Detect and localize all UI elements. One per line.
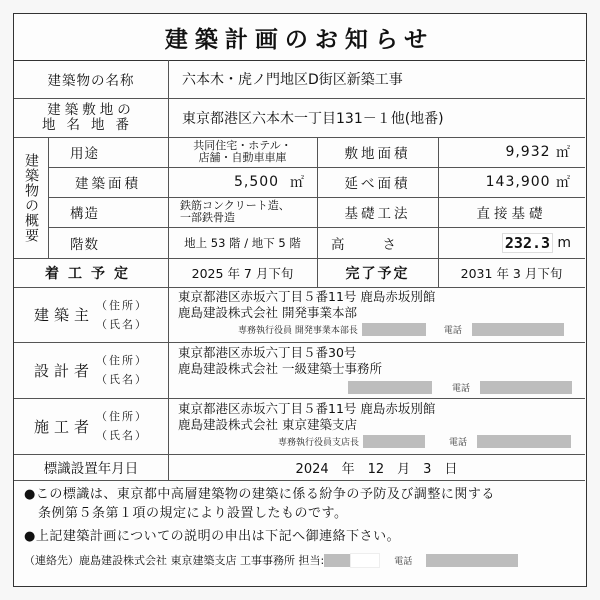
building-area-unit: ㎡ xyxy=(290,175,305,191)
redacted-contact-blank xyxy=(350,553,380,568)
contractor-address: 東京都港区赤坂六丁目５番11号 鹿島赤坂別館 xyxy=(178,401,436,416)
structure-value-line2: 一部鉄骨造 xyxy=(180,211,235,224)
owner-name: 鹿島建設株式会社 開発事業本部 xyxy=(178,305,357,320)
redacted-phone xyxy=(472,323,564,336)
owner-label xyxy=(14,287,168,342)
sign-date-label: 標識設置年月日 xyxy=(43,461,139,477)
name-sublabel: （氏名） xyxy=(96,317,148,331)
notice-title: 建築計画のお知らせ xyxy=(164,26,435,53)
start-date-value: 2025 年 7 月下旬 xyxy=(191,265,294,281)
building-area-value xyxy=(168,167,317,197)
contact-info: （連絡先）鹿島建設株式会社 東京建築支店 工事事務所 担当: xyxy=(24,554,325,567)
building-area-number: 5,500 xyxy=(234,174,280,190)
usage-label xyxy=(48,137,168,167)
usage-value-line1: 共同住宅・ホテル・ xyxy=(193,139,292,152)
redacted-phone xyxy=(480,381,572,394)
total-floor-area-value xyxy=(438,167,585,197)
height-label: 高さ xyxy=(331,236,434,253)
total-floor-area-unit: ㎡ xyxy=(556,175,571,191)
floors-label-text: 階数 xyxy=(70,236,99,253)
redacted-contact-name xyxy=(324,554,350,567)
address-sublabel: （住所） xyxy=(96,354,148,367)
name-sublabel: （氏名） xyxy=(96,373,148,386)
structure-label xyxy=(48,197,168,227)
designer-label-text: 設計者 xyxy=(33,361,94,380)
height-unit: m xyxy=(557,234,571,251)
redacted-rep-name xyxy=(363,435,425,448)
height-value xyxy=(438,227,585,258)
overview-group-label xyxy=(14,137,48,258)
foundation-label: 基礎工法 xyxy=(344,206,411,222)
owner-details xyxy=(178,289,583,341)
redacted-phone xyxy=(426,554,518,567)
foundation-value: 直接基礎 xyxy=(476,206,547,222)
floors-value: 地上 53 階 / 地下 5 階 xyxy=(184,235,301,250)
site-area-value xyxy=(438,137,585,167)
overview-group-label-text: 建築物の概要 xyxy=(23,152,39,243)
redacted-rep-name xyxy=(348,381,432,394)
contact-phone-label: 電話 xyxy=(394,556,413,567)
note-contact-request: ●上記建築計画についての説明の申出は下記へ御連絡下さい。 xyxy=(24,529,401,544)
note-ordinance-cont: 条例第５条第１項の規定により設置したものです。 xyxy=(38,506,348,521)
address-sublabel: （住所） xyxy=(96,410,148,423)
site-address-value: 東京都港区六本木一丁目131－１他(地番) xyxy=(182,110,444,127)
site-area-label: 敷地面積 xyxy=(344,146,411,162)
designer-phone-label: 電話 xyxy=(452,384,471,394)
usage-label-text: 用途 xyxy=(70,146,99,162)
building-name-value: 六本木・虎ノ門地区D街区新築工事 xyxy=(182,72,403,88)
building-name-label: 建築物の名称 xyxy=(47,73,135,89)
owner-label-text: 建築主 xyxy=(33,306,94,324)
completion-date-value: 2031 年 3 月下旬 xyxy=(460,265,563,281)
designer-label xyxy=(14,342,168,398)
structure-value-line1: 鉄筋コンクリート造、 xyxy=(180,199,290,212)
usage-value xyxy=(168,137,317,167)
designer-name: 鹿島建設株式会社 一級建築士事務所 xyxy=(178,361,382,376)
contractor-details xyxy=(178,401,583,453)
owner-rep-title: 専務執行役員 開発事業本部長 xyxy=(238,326,358,336)
contractor-phone-label: 電話 xyxy=(449,438,468,448)
construction-notice-board xyxy=(13,13,587,587)
contractor-label-text: 施工者 xyxy=(33,417,94,436)
site-area-number: 9,932 xyxy=(505,144,551,160)
owner-address: 東京都港区赤坂六丁目５番11号 鹿島赤坂別館 xyxy=(178,289,436,304)
notes-section xyxy=(24,485,579,568)
site-address-label-line2: 地名地番 xyxy=(42,116,140,133)
total-floor-area-number: 143,900 xyxy=(485,174,551,190)
site-address-label-line1: 建築敷地の xyxy=(47,101,135,118)
address-sublabel: （住所） xyxy=(96,298,148,312)
note-ordinance: ●この標識は、東京都中高層建築物の建築に係る紛争の予防及び調整に関する xyxy=(24,487,495,502)
owner-phone-label: 電話 xyxy=(443,326,462,336)
structure-value xyxy=(168,197,317,227)
building-area-label: 建築面積 xyxy=(75,176,141,192)
usage-value-line2: 店舗・自動車車庫 xyxy=(198,151,287,164)
sign-date-value: 2024 年 12 月 3 日 xyxy=(295,461,458,477)
structure-label-text: 構造 xyxy=(70,206,99,222)
completion-date-label: 完了予定 xyxy=(345,265,410,282)
contractor-name: 鹿島建設株式会社 東京建築支店 xyxy=(178,417,357,432)
divider xyxy=(14,480,585,481)
height-number: 232.3 xyxy=(502,233,553,253)
start-date-label: 着工予定 xyxy=(45,265,137,282)
site-area-unit: ㎡ xyxy=(556,145,571,161)
contractor-label xyxy=(14,398,168,454)
designer-details xyxy=(178,345,583,397)
name-sublabel: （氏名） xyxy=(96,429,148,442)
redacted-phone xyxy=(477,435,571,448)
site-address-label xyxy=(14,98,168,137)
designer-address: 東京都港区赤坂六丁目５番30号 xyxy=(178,345,357,360)
contractor-rep-title: 専務執行役員支店長 xyxy=(278,438,360,448)
redacted-rep-name xyxy=(362,323,426,336)
total-floor-area-label: 延べ面積 xyxy=(344,176,411,192)
floors-label xyxy=(48,227,168,258)
